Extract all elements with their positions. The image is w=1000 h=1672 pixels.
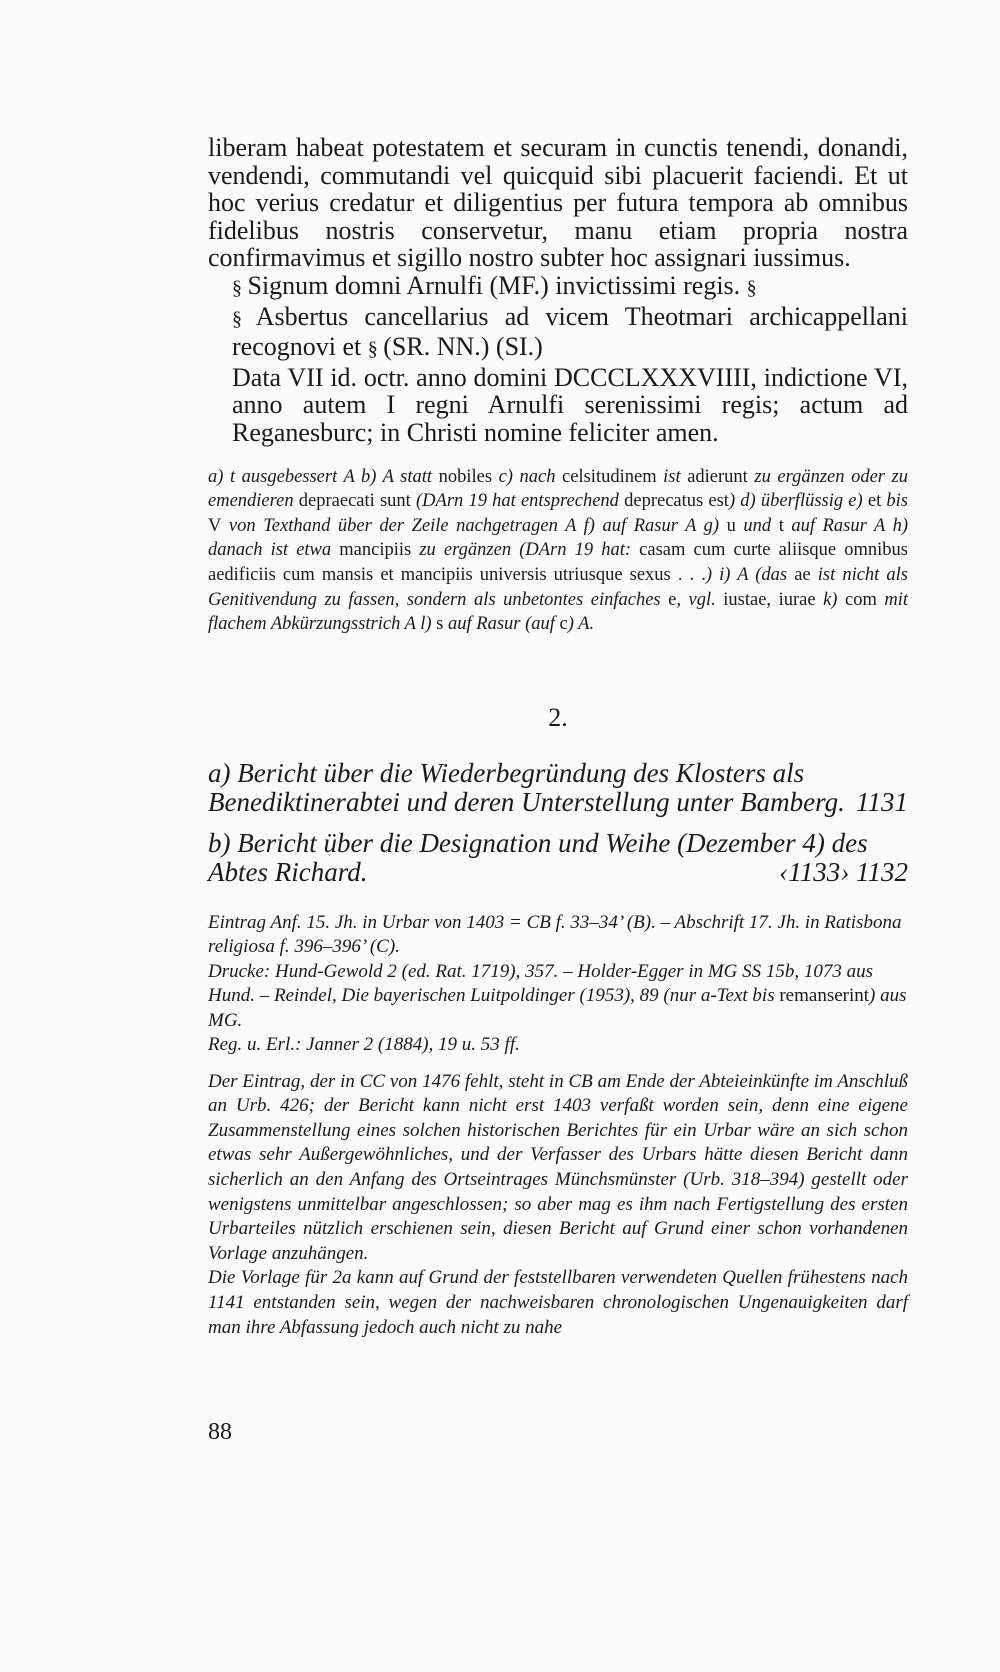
footnote-segment: (DArn 19 hat entsprechend <box>410 491 625 512</box>
heading-a-text: a) Bericht über die Wiederbegründung des Klosters als Benediktinerabtei und deren Unterstellung unter Bamberg. <box>208 757 845 817</box>
chrismon-symbol: § <box>746 276 756 299</box>
footnote-segment: nobiles <box>438 466 493 487</box>
footnote-segment: mancipiis <box>339 540 412 561</box>
footnote-segment: u <box>726 515 736 536</box>
recognition-text: Asbertus cancellarius ad vicem Theotmari archicappellani recognovi et <box>232 301 908 362</box>
commentary <box>208 1070 908 1341</box>
source-reg: Reg. u. Erl.: Janner 2 (1884), 19 u. 53 ff. <box>208 1034 520 1056</box>
chrismon-symbol: § <box>232 276 241 299</box>
footnote-segment: und <box>735 515 779 536</box>
footnote-segment: , vgl. <box>676 589 724 610</box>
main-text <box>208 134 908 447</box>
footnote-segment: V <box>208 515 222 536</box>
footnote-segment: com <box>844 589 877 610</box>
footnote-segment: c) nach <box>492 466 563 487</box>
heading-a-year: 1131 <box>856 786 908 817</box>
footnote-segment: ) d) überflüssig e) <box>728 491 868 512</box>
footnote-segment: k) <box>815 589 845 610</box>
footnote-segment: e <box>668 589 677 610</box>
drucke-text-a: Drucke: Hund-Gewold 2 (ed. Rat. 1719), 357. – Holder-Egger in MG SS 15b, 1073 aus Hund. – Reindel, Die bayerischen Luitpoldinger (1953), 89 (nur a-Text bis <box>208 960 874 1007</box>
source-eintrag: Eintrag Anf. 15. Jh. in Urbar von 1403 = CB f. 33–34’ (B). – Abschrift 17. Jh. in Ratisbona religiosa f. 396–396’ (C). <box>208 911 902 958</box>
page-content <box>208 134 908 1340</box>
commentary-paragraph: Die Vorlage für 2a kann auf Grund der feststellbaren verwendeten Quellen frühestens nach 1141 entstanden sein, wegen der nachweisbaren chronologischen Ungenauigkeiten darf man ihre Abfassung jedoch auch nicht zu nahe <box>208 1267 908 1338</box>
footnote-segment: bis <box>881 491 909 512</box>
footnote-segment: zu ergänzen (DArn 19 hat: <box>411 540 640 561</box>
footnote-segment: auf Rasur A h) danach ist etwa <box>208 515 908 561</box>
heading-a <box>208 759 908 817</box>
footnote-segment: depraecati sunt <box>298 491 411 512</box>
footnote-segment: von Texthand über der Zeile nachgetragen A f) auf Rasur A g) <box>221 515 727 536</box>
recognition-end: (SR. NN.) (SI.) <box>383 332 543 362</box>
footnote-segment: et <box>867 491 882 512</box>
chrismon-symbol: § <box>232 307 241 330</box>
drucke-text-b: ) aus MG. <box>208 985 907 1031</box>
footnote-segment: a) t ausgebessert A <box>208 466 355 487</box>
footnotes <box>208 465 908 637</box>
footnote-segment: casam cum curte aliisque omnibus aedificiis cum mansis et mancipiis universis utriusque sexus . . . <box>208 540 908 585</box>
source-notes <box>208 911 908 1058</box>
footnote-segment: mit flachem Abkürzungsstrich A l) <box>208 589 909 635</box>
signum-line <box>208 272 908 303</box>
footnote-segment: ae <box>794 564 811 585</box>
footnote-segment: ) A. <box>567 614 595 635</box>
footnote-segment: adierunt <box>687 466 748 487</box>
heading-b <box>208 829 908 887</box>
footnote-segment: ) i) A (das <box>705 564 795 585</box>
footnote-segment: ist <box>656 466 688 487</box>
dating-clause: Data VII id. octr. anno domini DCCCLXXXVIIII, indictione VI, anno autem I regni Arnulfi serenissimi regis; actum ad Reganesburc; in Christi nomine feliciter amen. <box>232 362 908 447</box>
footnote-segment: c <box>559 614 568 635</box>
chrismon-symbol: § <box>367 338 377 361</box>
signum-text: Signum domni Arnulfi (MF.) invictissimi regis. <box>247 270 741 300</box>
footnote-segment: b) A statt <box>354 466 439 487</box>
heading-b-year: ‹1133› 1132 <box>779 856 908 887</box>
footnote-segment: auf Rasur (auf <box>443 614 560 635</box>
page-number: 88 <box>208 1419 232 1445</box>
footnote-segment: t <box>778 515 784 536</box>
footnote-segment: iustae, iurae <box>723 589 816 610</box>
paragraph-liberam: liberam habeat potestatem et securam in cunctis tenendi, donandi, vendendi, commutandi vel quicquid sibi placuerit faciendi. Et ut hoc verius credatur et diligentius per futura tempora ab omnibus fidelibus nostris conservetur, manu etiam propria nostra confirmavimus et sigillo nostro subter hoc assignari iussimus. <box>208 133 908 273</box>
drucke-roman-word: remanserint <box>779 985 870 1007</box>
footnote-segment: ist nicht als Genitivendung zu fassen, sondern als unbetontes einfaches <box>208 564 908 610</box>
footnote-segment: deprecatus est <box>624 491 729 512</box>
footnote-text <box>208 465 908 637</box>
heading-b-text: b) Bericht über die Designation und Weihe (Dezember 4) des Abtes Richard. <box>208 827 868 887</box>
section-number: 2. <box>548 702 568 732</box>
source-drucke <box>208 960 908 1034</box>
footnote-segment: celsitudinem <box>562 466 657 487</box>
footnote-segment: s <box>436 614 444 635</box>
recognition-line <box>208 303 908 364</box>
footnote-segment: zu ergänzen oder zu emendieren <box>208 466 908 512</box>
commentary-paragraph: Der Eintrag, der in CC von 1476 fehlt, steht in CB am Ende der Abteieinkünfte im Anschluß an Urb. 426; der Bericht kann nicht erst 1403 verfaßt worden sein, denn eine eigene Zusammenstellung eines solchen historischen Berichtes für ein Urbar wäre an sich schon etwas sehr Außergewöhnliches, und der Verfasser des Urbars hätte diesen Bericht dann sicherlich an den Anfang des Ortseintrages Münchsmünster (Urb. 318–394) gestellt oder wenigstens unmittelbar angeschlossen; so aber mag es ihm nach Fertigstellung des ersten Urbarteiles nützlich erschienen sein, diesen Bericht auf Grund einer schon vorhandenen Vorlage anzuhängen. <box>208 1070 908 1264</box>
